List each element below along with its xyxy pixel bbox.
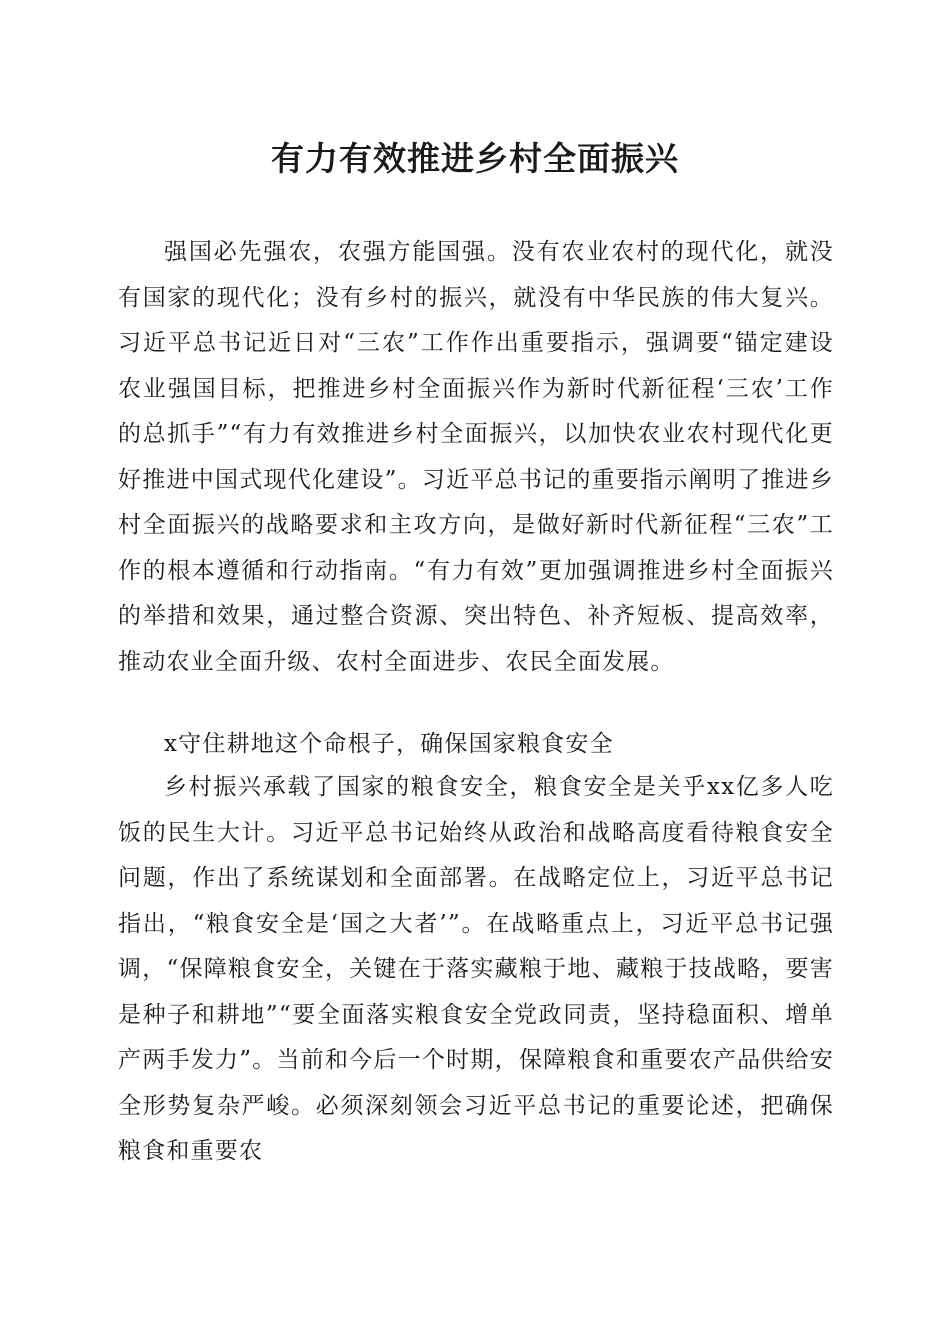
document-title: 有力有效推进乡村全面振兴: [271, 139, 679, 178]
intro-paragraph: 强国必先强农，农强方能国强。没有农业农村的现代化，就没有国家的现代化；没有乡村的振兴，就没有中华民族的伟大复兴。习近平总书记近日对“三农”工作作出重要指示，强调要“锚定建设农业强国目标，把推进乡村全面振兴作为新时代新征程‘三农’工作的总抓手”“有力有效推进乡村全面振兴，以加快农业农村现代化更好推进中国式现代化建设”。习近平总书记的重要指示阐明了推进乡村全面振兴的战略要求和主攻方向，是做好新时代新征程“三农”工作的根本遵循和行动指南。“有力有效”更加强调推进乡村全面振兴的举措和效果，通过整合资源、突出特色、补齐短板、提高效率，推动农业全面升级、农村全面进步、农民全面发展。: [118, 239, 834, 675]
section-1-paragraph: 乡村振兴承载了国家的粮食安全，粮食安全是关乎xx亿多人吃饭的民生大计。习近平总书记始终从政治和战略高度看待粮食安全问题，作出了系统谋划和全面部署。在战略定位上，习近平总书记指出，“粮食安全是‘国之大者’”。在战略重点上，习近平总书记强调，“保障粮食安全，关键在于落实藏粮于地、藏粮于技战略，要害是种子和耕地”“要全面落实粮食安全党政同责，坚持稳面积、增单产两手发力”。当前和今后一个时期，保障粮食和重要农产品供给安全形势复杂严峻。必须深刻领会习近平总书记的重要论述，把确保粮食和重要农: [118, 774, 834, 1164]
section-heading-1: x守住耕地这个命根子，确保国家粮食安全: [164, 731, 614, 757]
